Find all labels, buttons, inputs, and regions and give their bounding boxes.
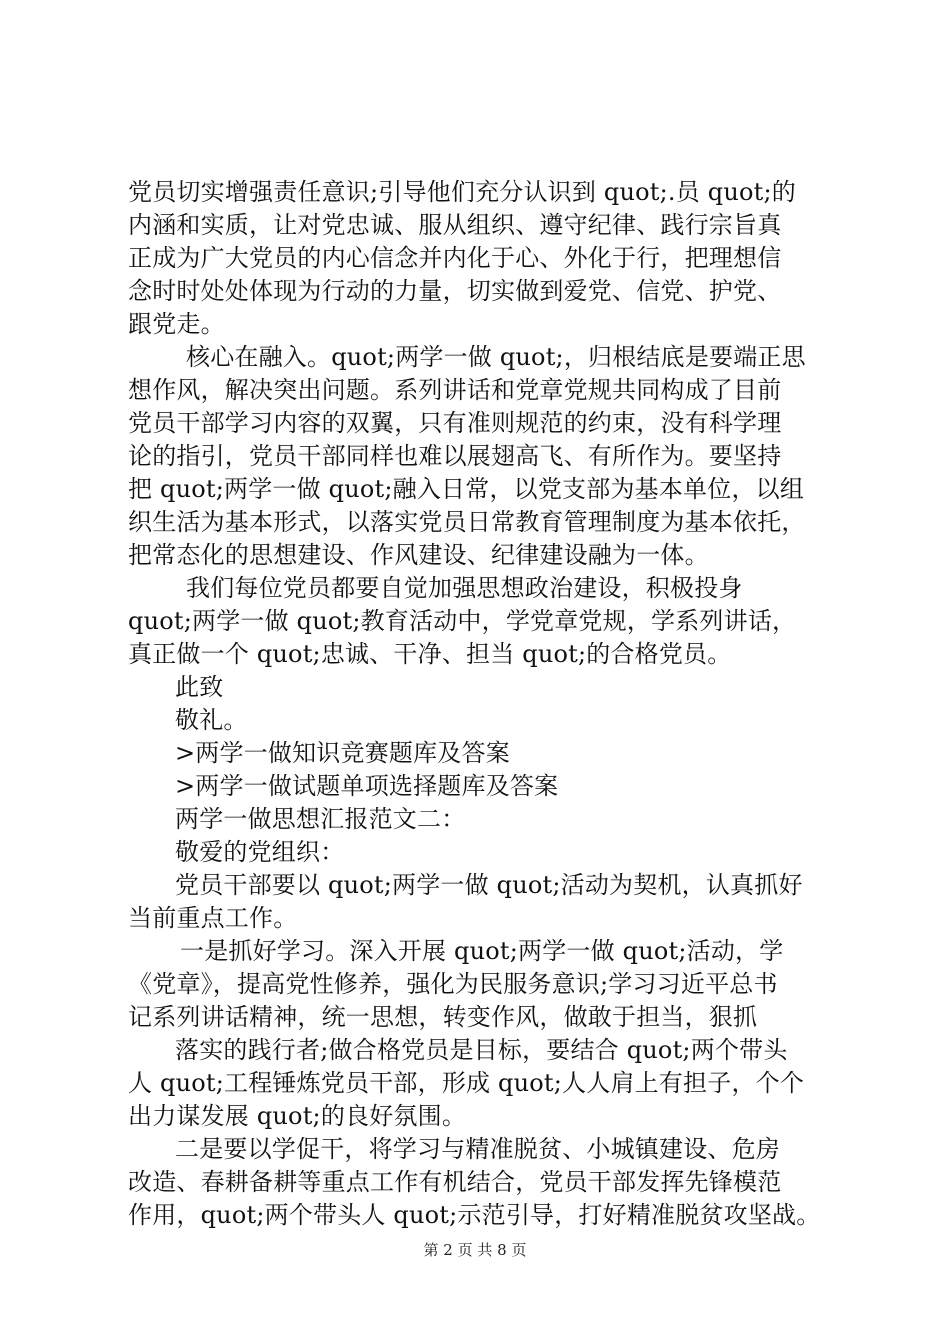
text-line: 党员干部学习内容的双翼，只有准则规范的约束，没有科学理 bbox=[128, 409, 782, 437]
body-text bbox=[128, 176, 830, 1232]
text-line: 想作风，解决突出问题。系列讲话和党章党规共同构成了目前 bbox=[128, 376, 782, 404]
paragraph-start: 党员干部要以 quot;两学一做 quot;活动为契机，认真抓好 bbox=[175, 871, 803, 899]
salutation: 敬爱的党组织： bbox=[175, 838, 345, 866]
text-line: 正成为广大党员的内心信念并内化于心、外化于行，把理想信 bbox=[128, 244, 782, 272]
text-line: 织生活为基本形式，以落实党员日常教育管理制度为基本依托， bbox=[128, 508, 806, 536]
text-line: 论的指引，党员干部同样也难以展翅高飞、有所作为。要坚持 bbox=[128, 442, 782, 470]
section-heading: 两学一做思想汇报范文二： bbox=[175, 805, 466, 833]
text-line: 改造、春耕备耕等重点工作有机结合，党员干部发挥先锋模范 bbox=[128, 1168, 782, 1196]
text-line: 把 quot;两学一做 quot;融入日常，以党支部为基本单位，以组 bbox=[128, 475, 805, 503]
closing-line: 此致 bbox=[175, 673, 224, 701]
text-line: 出力谋发展 quot;的良好氛围。 bbox=[128, 1102, 467, 1130]
text-line: 落实的践行者;做合格党员是目标，要结合 quot;两个带头 bbox=[175, 1036, 788, 1064]
paragraph-start: 核心在融入。quot;两学一做 quot;，归根结底是要端正思 bbox=[186, 343, 806, 371]
paragraph-start: 二是要以学促干，将学习与精准脱贫、小城镇建设、危房 bbox=[175, 1135, 780, 1163]
related-link: >两学一做试题单项选择题库及答案 bbox=[175, 772, 559, 800]
text-line: 当前重点工作。 bbox=[128, 904, 298, 932]
text-line: 记系列讲话精神，统一思想，转变作风，做敢于担当，狠抓 bbox=[128, 1003, 758, 1031]
text-line: 人 quot;工程锤炼党员干部，形成 quot;人人肩上有担子，个个 bbox=[128, 1069, 805, 1097]
text-line: quot;两学一做 quot;教育活动中，学党章党规，学系列讲话， bbox=[128, 607, 797, 635]
text-line: 真正做一个 quot;忠诚、干净、担当 quot;的合格党员。 bbox=[128, 640, 732, 668]
related-link: >两学一做知识竞赛题库及答案 bbox=[175, 739, 510, 767]
text-line: 跟党走。 bbox=[128, 310, 225, 338]
paragraph-start: 一是抓好学习。深入开展 quot;两学一做 quot;活动，学 bbox=[180, 937, 784, 965]
text-line: 内涵和实质，让对党忠诚、服从组织、遵守纪律、践行宗旨真 bbox=[128, 211, 782, 239]
closing-line: 敬礼。 bbox=[175, 706, 248, 734]
text-line: 党员切实增强责任意识;引导他们充分认识到 quot;.员 quot;的 bbox=[128, 178, 796, 206]
text-line: 把常态化的思想建设、作风建设、纪律建设融为一体。 bbox=[128, 541, 709, 569]
page-number: 第 2 页 共 8 页 bbox=[423, 1241, 527, 1259]
text-line: 作用，quot;两个带头人 quot;示范引导，打好精准脱贫攻坚战。 bbox=[128, 1201, 821, 1229]
paragraph-start: 我们每位党员都要自觉加强思想政治建设，积极投身 bbox=[186, 574, 743, 602]
text-line: 《党章》，提高党性修养，强化为民服务意识;学习习近平总书 bbox=[128, 970, 778, 998]
text-line: 念时时处处体现为行动的力量，切实做到爱党、信党、护党、 bbox=[128, 277, 782, 305]
